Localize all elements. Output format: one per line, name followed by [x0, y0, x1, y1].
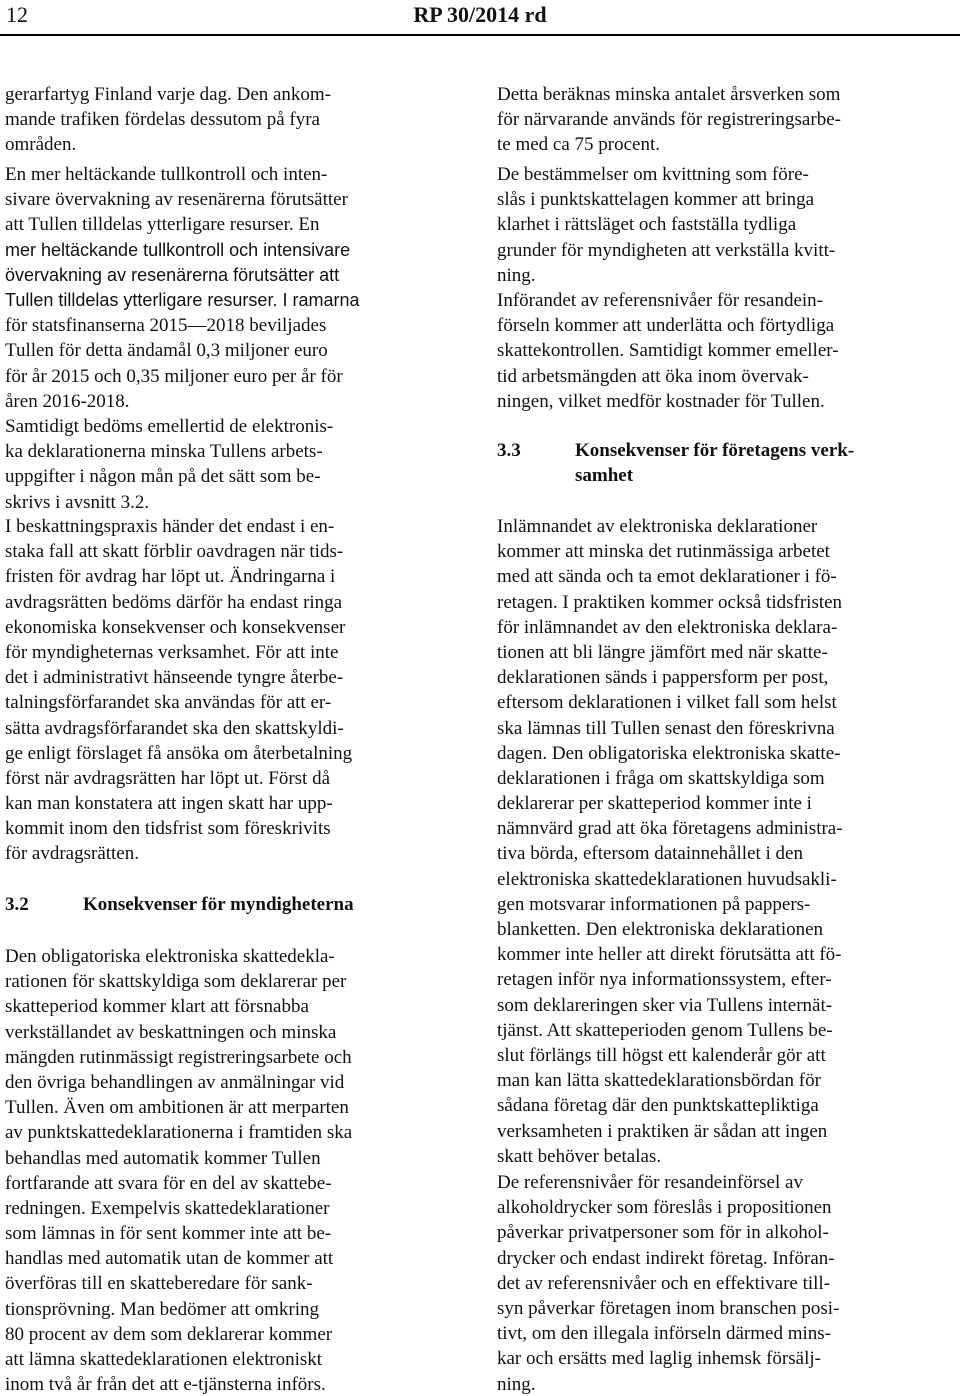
text-line: den övriga behandlingen av anmälningar vid	[5, 1071, 345, 1093]
text-line: skatt behöver betalas.	[497, 1145, 662, 1167]
text-line: att lämna skattedeklarationen elektroniskt	[5, 1349, 323, 1370]
text-line: man kan lätta skattedeklarationsbördan för	[497, 1070, 821, 1092]
text-line: kommer att minska det rutinmässiga arbetet	[497, 541, 830, 563]
text-line: påverkar privatpersoner som för in alkohol-	[497, 1222, 829, 1244]
text-line: retagen. I praktiken kommer också tidsfristen	[497, 591, 843, 613]
page-number: 12	[6, 2, 28, 27]
text-line: klarhet i rättsläget och fastställa tydliga	[497, 214, 797, 236]
right-column	[497, 82, 957, 1396]
text-line: som lämnas in för sent kommer inte att be-	[5, 1223, 332, 1245]
paragraph	[5, 944, 465, 1396]
text-line: för närvarande används för registreringsarbe-	[497, 109, 841, 131]
text-line: ning.	[497, 1373, 536, 1395]
text-line: dagen. Den obligatoriska elektroniska skatte-	[497, 742, 841, 764]
text-line: förseln kommer att underlätta och förtydliga	[497, 315, 835, 337]
text-line: mängden rutinmässigt registreringsarbete och	[5, 1046, 352, 1068]
paragraph	[5, 414, 465, 515]
text-line: grunder för myndigheten att verkställa kvitt-	[497, 239, 836, 261]
paragraph	[497, 288, 957, 414]
text-line: för år 2015 och 0,35 miljoner euro per år för	[5, 365, 343, 387]
text-line: eftersom deklarationen i vilket fall som helst	[497, 692, 837, 714]
text-line: De referensnivåer för resandeinförsel av	[497, 1172, 803, 1193]
text-line: mande trafiken fördelas dessutom på fyra	[5, 109, 320, 131]
paragraph	[5, 162, 465, 414]
heading-line: Konsekvenser för myndigheterna	[83, 894, 354, 915]
text-line: tiva börda, eftersom datainnehållet i den	[497, 843, 803, 865]
text-line: fortfarande att svara för en del av skattebe-	[5, 1172, 332, 1194]
text-line: åren 2016-2018.	[5, 390, 130, 412]
text-line: gen motsvarar informationen på pappers-	[497, 893, 811, 915]
text-line: behandlas med automatik kommer Tullen	[5, 1147, 321, 1169]
text-line: mer heltäckande tullkontroll och intensivare	[5, 239, 351, 260]
section-number: 3.3	[497, 440, 521, 461]
text-line: nämnvärd grad att öka företagens administra-	[497, 818, 843, 840]
text-line: retagen inför nya informationssystem, efter-	[497, 969, 832, 991]
text-line: ning.	[497, 264, 536, 286]
text-line: kan man konstatera att ingen skatt har upp-	[5, 793, 333, 815]
text-line: sivare övervakning av resenärerna förutsätter	[5, 189, 348, 211]
text-line: verksamheten i praktiken är sådan att ingen	[497, 1120, 828, 1142]
text-line: gerarfartyg Finland varje dag. Den ankom-	[5, 84, 332, 105]
text-line: tionsprövning. Man bedömer att omkring	[5, 1298, 319, 1320]
text-line: tid arbetsmängden att öka inom övervak-	[497, 365, 809, 387]
text-line: ka deklarationerna minska Tullens arbets-	[5, 441, 323, 463]
text-line: tionen att bli längre jämfört med när skatte-	[497, 641, 828, 663]
text-line: Den obligatoriska elektroniska skattedekla-	[5, 946, 335, 967]
text-line: uppgifter i någon mån på det sätt som be-	[5, 466, 321, 488]
text-line: deklarerar per skatteperiod kommer inte i	[497, 793, 812, 815]
text-line: för avdragsrätten.	[5, 843, 139, 865]
text-line: fristen för avdrag har löpt ut. Ändringarna i	[5, 566, 336, 588]
left-column	[5, 82, 465, 1396]
text-line: handlas med automatik utan de kommer att	[5, 1248, 334, 1270]
paragraph	[497, 162, 957, 288]
text-line: det i administrativt hänseende tyngre återbe-	[5, 667, 344, 689]
text-line: först när avdragsrätten har löpt ut. Först då	[5, 767, 331, 789]
text-line: tjänst. Att skatteperioden genom Tullens be-	[497, 1019, 833, 1041]
text-line: talningsförfarandet ska användas för att er-	[5, 692, 332, 714]
text-line: ska lämnas till Tullen senast den föreskrivna	[497, 717, 835, 739]
text-line: slås i punktskattelagen kommer att bringa	[497, 189, 815, 211]
text-line: för myndigheternas verksamhet. För att inte	[5, 641, 339, 663]
text-line: syn påverkar företagen inom branschen posi-	[497, 1297, 840, 1319]
text-line: att Tullen tilldelas ytterligare resurser. En	[5, 214, 320, 236]
text-line: det av referensnivåer och en effektivare till-	[497, 1272, 831, 1294]
paragraph	[497, 1170, 957, 1396]
text-line: ekonomiska konsekvenser och konsekvenser	[5, 616, 346, 638]
text-line: Tullen tilldelas ytterligare resurser. I ramarna	[5, 289, 360, 310]
header-rule	[0, 34, 960, 36]
text-line: Tullen. Även om ambitionen är att merparten	[5, 1097, 349, 1119]
text-line: kommer inte heller att direkt förutsätta att fö-	[497, 944, 842, 966]
text-line: deklarationen sänds i pappersform per post,	[497, 667, 829, 689]
text-line: som deklareringen sker via Tullens internät-	[497, 994, 833, 1016]
section-number: 3.2	[5, 894, 29, 915]
text-line: Tullen för detta ändamål 0,3 miljoner euro	[5, 340, 328, 362]
section-title	[575, 438, 957, 488]
paragraph	[5, 514, 465, 867]
text-line: staka fall att skatt förblir oavdragen när tids-	[5, 541, 344, 563]
section-heading	[497, 438, 957, 488]
text-line: skatteperiod kommer klart att försnabba	[5, 996, 309, 1018]
text-line: sådana företag där den punktskattepliktiga	[497, 1095, 819, 1117]
text-line: deklarationen i fråga om skattskyldiga som	[497, 767, 825, 789]
text-line: av punktskattedeklarationerna i framtiden ska	[5, 1122, 353, 1144]
text-line: elektroniska skattedeklarationen huvudsakli-	[497, 868, 837, 890]
text-line: De bestämmelser om kvittning som före-	[497, 164, 809, 185]
text-line: I beskattningspraxis händer det endast i en-	[5, 516, 335, 537]
heading-line: samhet	[575, 465, 634, 487]
text-line: kar och ersätts med laglig inhemsk försälj-	[497, 1348, 821, 1370]
text-line: Införandet av referensnivåer för resandein-	[497, 290, 823, 311]
paragraph	[497, 514, 957, 1169]
text-line: ningen, vilket medför kostnader för Tullen.	[497, 390, 825, 412]
text-line: verkställandet av beskattningen och minska	[5, 1021, 337, 1043]
text-line: alkoholdrycker som föreslås i propositionen	[497, 1197, 832, 1219]
section-heading	[5, 892, 465, 917]
text-line: med att sända och ta emot deklarationer i fö-	[497, 566, 837, 588]
text-line: sätta avdragsförfarandet ska den skattskyldi-	[5, 717, 344, 739]
text-line: för inlämnandet av den elektroniska deklara-	[497, 616, 838, 638]
paragraph	[497, 82, 957, 158]
text-line: områden.	[5, 134, 77, 156]
text-line: ge enligt förslaget få ansöka om återbetalning	[5, 742, 353, 764]
text-line: skattekontrollen. Samtidigt kommer emeller-	[497, 340, 839, 362]
text-line: Samtidigt bedöms emellertid de elektronis-	[5, 416, 334, 437]
section-title	[83, 892, 465, 917]
running-header	[0, 0, 960, 34]
paragraph	[5, 82, 465, 158]
text-line: kommit inom den tidsfrist som föreskrivits	[5, 818, 331, 840]
text-line: redningen. Exempelvis skattedeklarationer	[5, 1197, 330, 1219]
text-line: övervakning av resenärerna förutsätter att	[5, 264, 340, 285]
text-line: 80 procent av dem som deklarerar kommer	[5, 1323, 333, 1345]
text-line: inom två år från det att e-tjänsterna införs.	[5, 1374, 326, 1396]
text-line: slut förlängs till högst ett kalenderår gör att	[497, 1044, 826, 1066]
text-line: tivt, om den illegala införseln därmed mins-	[497, 1323, 832, 1345]
text-line: En mer heltäckande tullkontroll och inten-	[5, 164, 328, 185]
text-line: blanketten. Den elektroniska deklarationen	[497, 919, 824, 940]
text-line: te med ca 75 procent.	[497, 134, 661, 156]
text-line: Detta beräknas minska antalet årsverken som	[497, 84, 841, 105]
document-id: RP 30/2014 rd	[413, 2, 547, 27]
text-line: avdragsrätten bedöms därför ha endast ringa	[5, 591, 343, 613]
text-line: drycker och endast indirekt företag. Införan-	[497, 1247, 835, 1269]
text-line: skrivs i avsnitt 3.2.	[5, 491, 150, 513]
text-line: Inlämnandet av elektroniska deklarationer	[497, 516, 818, 537]
text-line: för statsfinanserna 2015—2018 beviljades	[5, 315, 327, 337]
text-line: rationen för skattskyldiga som deklarerar per	[5, 971, 347, 993]
heading-line: Konsekvenser för företagens verk-	[575, 440, 855, 461]
text-line: överföras till en skatteberedare för sank-	[5, 1273, 313, 1295]
